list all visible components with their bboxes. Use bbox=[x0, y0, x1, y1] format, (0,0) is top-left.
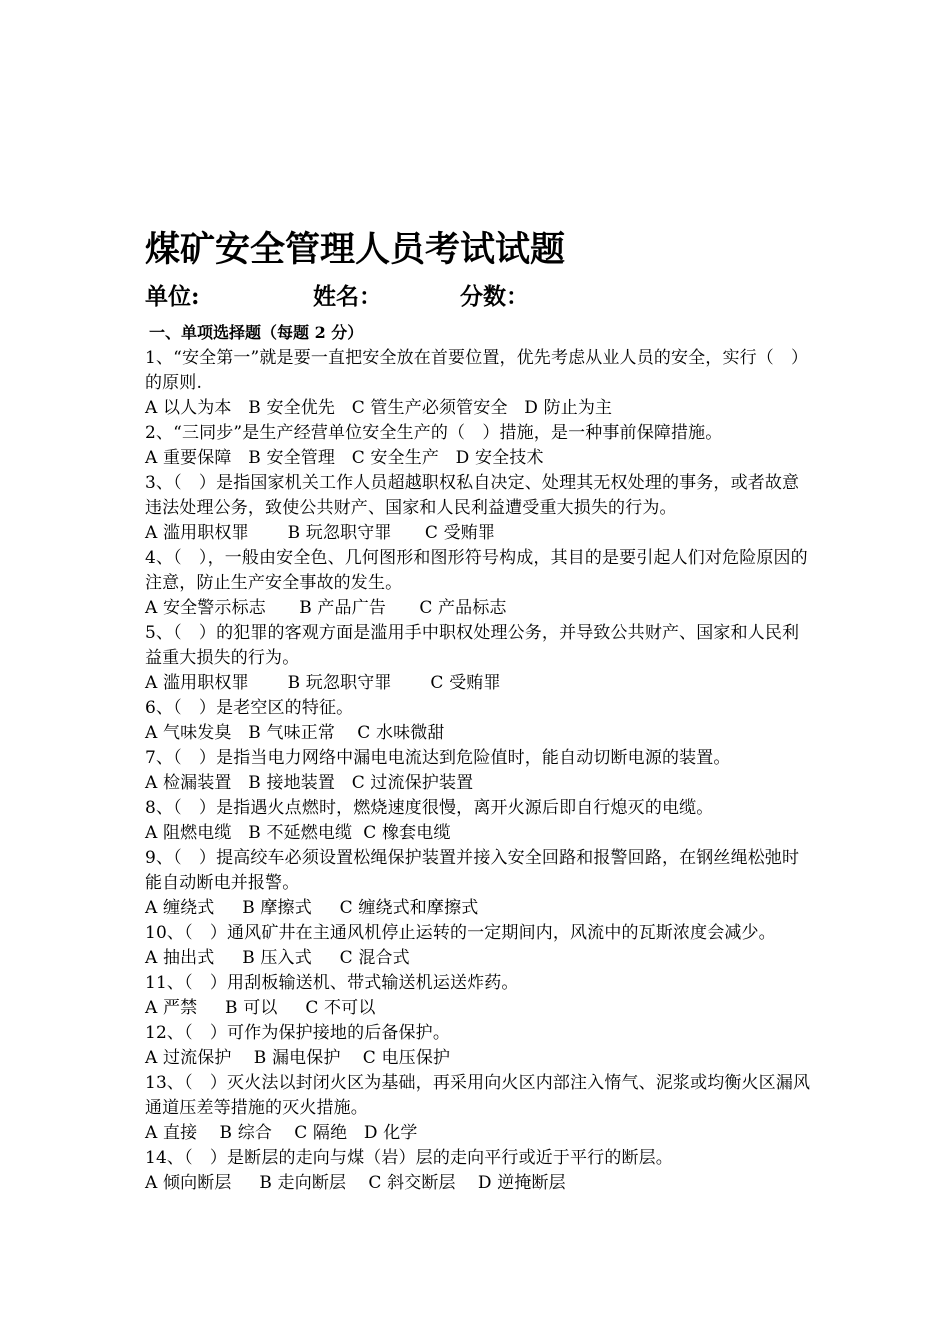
question-text: 14、（ ）是断层的走向与煤（岩）层的走向平行或近于平行的断层。 bbox=[145, 1148, 673, 1168]
exam-page bbox=[145, 228, 815, 1196]
question-text: 13、（ ）灭火法以封闭火区为基础，再采用向火区内部注入惰气、泥浆或均衡火区漏风通道压差等措施的灭火措施。 bbox=[145, 1073, 811, 1118]
question-item bbox=[145, 621, 815, 696]
question-text: 8、（ ）是指遇火点燃时，燃烧速度很慢，离开火源后即自行熄灭的电缆。 bbox=[145, 798, 714, 818]
question-options: A 阻燃电缆 B 不延燃电缆 C 橡套电缆 bbox=[145, 823, 451, 843]
question-item bbox=[145, 546, 815, 621]
question-text: 2、“三同步”是生产经营单位安全生产的（ ）措施，是一种事前保障措施。 bbox=[145, 423, 723, 443]
question-options: A 气味发臭 B 气味正常 C 水味微甜 bbox=[145, 723, 445, 743]
question-item bbox=[145, 1146, 815, 1196]
question-item bbox=[145, 796, 815, 846]
score-label: 分数： bbox=[460, 283, 529, 310]
question-text: 11、（ ）用刮板输送机、带式输送机运送炸药。 bbox=[145, 973, 519, 993]
question-text: 12、（ ）可作为保护接地的后备保护。 bbox=[145, 1023, 450, 1043]
question-item bbox=[145, 746, 815, 796]
question-options: A 严禁 B 可以 C 不可以 bbox=[145, 998, 376, 1018]
question-item bbox=[145, 471, 815, 546]
question-options: A 检漏装置 B 接地装置 C 过流保护装置 bbox=[145, 773, 474, 793]
question-text: 6、（ ）是老空区的特征。 bbox=[145, 698, 354, 718]
question-text: 7、（ ）是指当电力网络中漏电电流达到危险值时，能自动切断电源的装置。 bbox=[145, 748, 731, 768]
question-options: A 重要保障 B 安全管理 C 安全生产 D 安全技术 bbox=[145, 448, 544, 468]
question-text: 10、（ ）通风矿井在主通风机停止运转的一定期间内，风流中的瓦斯浓度会减少。 bbox=[145, 923, 776, 943]
name-label: 姓名： bbox=[313, 283, 382, 310]
question-options: A 过流保护 B 漏电保护 C 电压保护 bbox=[145, 1048, 451, 1068]
question-item bbox=[145, 1021, 815, 1071]
question-text: 4、（ ），一般由安全色、几何图形和图形符号构成，其目的是要引起人们对危险原因的注意，防止生产安全事故的发生。 bbox=[145, 548, 808, 593]
question-text: 3、（ ）是指国家机关工作人员超越职权私自决定、处理其无权处理的事务，或者故意违法处理公务，致使公共财产、国家和人民利益遭受重大损失的行为。 bbox=[145, 473, 800, 518]
question-item bbox=[145, 421, 815, 471]
question-item bbox=[145, 971, 815, 1021]
question-options: A 抽出式 B 压入式 C 混合式 bbox=[145, 948, 410, 968]
question-item bbox=[145, 846, 815, 921]
question-options: A 缠绕式 B 摩擦式 C 缠绕式和摩擦式 bbox=[145, 898, 479, 918]
question-text: 9、（ ）提高绞车必须设置松绳保护装置并接入安全回路和报警回路，在钢丝绳松弛时能自动断电并报警。 bbox=[145, 848, 800, 893]
question-item bbox=[145, 921, 815, 971]
unit-label: 单位: bbox=[145, 283, 200, 310]
question-text: 1、“安全第一”就是要一直把安全放在首要位置，优先考虑从业人员的安全，实行（ ）的原则. bbox=[145, 348, 809, 393]
question-options: A 直接 B 综合 C 隔绝 D 化学 bbox=[145, 1123, 418, 1143]
question-options: A 安全警示标志 B 产品广告 C 产品标志 bbox=[145, 598, 507, 618]
question-options: A 倾向断层 B 走向断层 C 斜交断层 D 逆掩断层 bbox=[145, 1173, 566, 1193]
question-options: A 以人为本 B 安全优先 C 管生产必须管安全 D 防止为主 bbox=[145, 398, 613, 418]
question-options: A 滥用职权罪 B 玩忽职守罪 C 受贿罪 bbox=[145, 523, 496, 543]
exam-header bbox=[145, 280, 815, 314]
question-options: A 滥用职权罪 B 玩忽职守罪 C 受贿罪 bbox=[145, 673, 501, 693]
question-text: 5、（ ）的犯罪的客观方面是滥用手中职权处理公务，并导致公共财产、国家和人民利益重大损失的行为。 bbox=[145, 623, 800, 668]
question-item bbox=[145, 346, 815, 421]
document-title: 煤矿安全管理人员考试试题 bbox=[145, 229, 566, 270]
question-item bbox=[145, 1071, 815, 1146]
question-item bbox=[145, 696, 815, 746]
question-list bbox=[145, 346, 815, 1196]
section-title: 一、单项选择题（每题 2 分） bbox=[149, 323, 364, 342]
